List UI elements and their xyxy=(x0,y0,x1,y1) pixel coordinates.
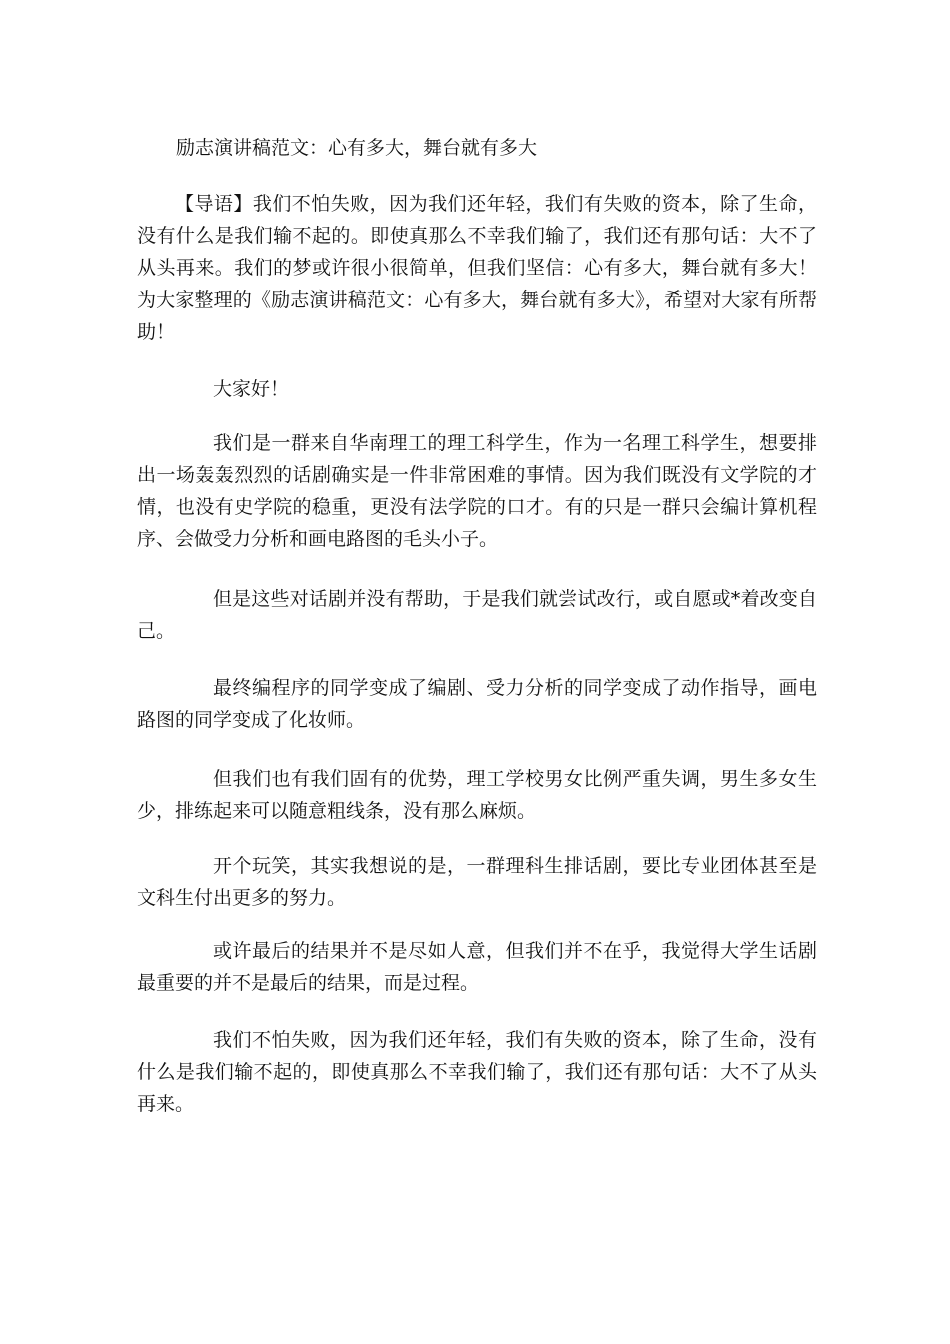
body-paragraph: 我们是一群来自华南理工的理工科学生，作为一名理工科学生，想要排出一场轰轰烈烈的话剧确实是一件非常困难的事情。因为我们既没有文学院的才情，也没有史学院的稳重，更没有法学院的口才。有的只是一群只会编计算机程序、会做受力分析和画电路图的毛头小子。 xyxy=(137,432,817,550)
body-paragraph: 或许最后的结果并不是尽如人意，但我们并不在乎，我觉得大学生话剧最重要的并不是最后的结果，而是过程。 xyxy=(137,940,817,994)
body-paragraph: 但我们也有我们固有的优势，理工学校男女比例严重失调，男生多女生少，排练起来可以随意粗线条，没有那么麻烦。 xyxy=(137,768,817,822)
body-paragraph: 最终编程序的同学变成了编剧、受力分析的同学变成了动作指导，画电路图的同学变成了化妆师。 xyxy=(137,677,817,731)
body-paragraph: 开个玩笑，其实我想说的是，一群理科生排话剧，要比专业团体甚至是文科生付出更多的努力。 xyxy=(137,855,817,909)
document-title: 励志演讲稿范文：心有多大，舞台就有多大 xyxy=(176,137,538,159)
intro-paragraph: 【导语】我们不怕失败，因为我们还年轻，我们有失败的资本，除了生命，没有什么是我们输不起的。即使真那么不幸我们输了，我们还有那句话：大不了从头再来。我们的梦或许很小很简单，但我们坚信：心有多大，舞台就有多大！为大家整理的《励志演讲稿范文：心有多大，舞台就有多大》，希望对大家有所帮助！ xyxy=(137,193,817,343)
greeting-paragraph: 大家好！ xyxy=(213,378,290,400)
body-paragraph: 但是这些对话剧并没有帮助，于是我们就尝试改行，或自愿或*着改变自己。 xyxy=(137,588,817,642)
body-paragraph: 我们不怕失败，因为我们还年轻，我们有失败的资本，除了生命，没有什么是我们输不起的，即使真那么不幸我们输了，我们还有那句话：大不了从头再来。 xyxy=(137,1029,817,1115)
